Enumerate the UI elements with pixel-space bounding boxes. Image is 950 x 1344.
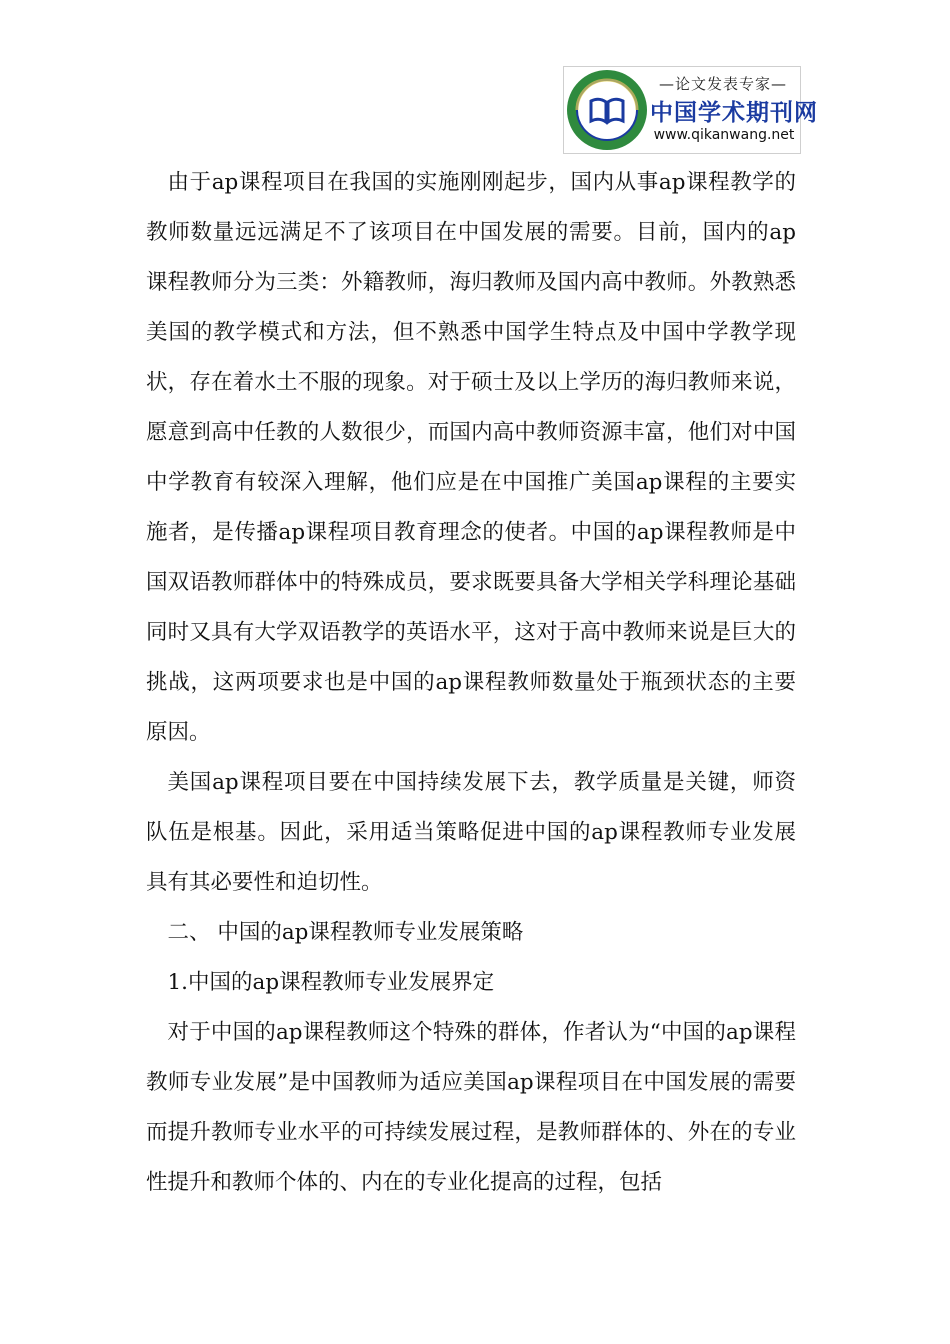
document-body <box>146 158 796 1208</box>
paragraph: 对于中国的ap课程教师这个特殊的群体，作者认为“中国的ap课程教师专业发展”是中国教师为适应美国ap课程项目在中国发展的需要而提升教师专业水平的可持续发展过程，是教师群体的、外在的专业性提升和教师个体的、内在的专业化提高的过程，包括 <box>146 1020 796 1195</box>
logo-site-name: 中国学术期刊网 <box>650 100 818 126</box>
logo-tagline: —论文发表专家— <box>658 75 787 93</box>
open-book-icon <box>591 99 623 123</box>
logo-emblem <box>564 67 650 153</box>
paragraph: 美国ap课程项目要在中国持续发展下去，教学质量是关键，师资队伍是根基。因此，采用适当策略促进中国的ap课程教师专业发展具有其必要性和迫切性。 <box>146 770 796 895</box>
paragraph: 由于ap课程项目在我国的实施刚刚起步，国内从事ap课程教学的教师数量远远满足不了该项目在中国发展的需要。目前，国内的ap课程教师分为三类：外籍教师，海归教师及国内高中教师。外教熟悉美国的教学模式和方法，但不熟悉中国学生特点及中国中学教学现状，存在着水土不服的现象。对于硕士及以上学历的海归教师来说，愿意到高中任教的人数很少，而国内高中教师资源丰富，他们对中国中学教育有较深入理解，他们应是在中国推广美国ap课程的主要实施者，是传播ap课程项目教育理念的使者。中国的ap课程教师是中国双语教师群体中的特殊成员，要求既要具备大学相关学科理论基础同时又具有大学双语教学的英语水平，这对于高中教师来说是巨大的挑战，这两项要求也是中国的ap课程教师数量处于瓶颈状态的主要原因。 <box>146 170 796 745</box>
section-heading: 二、 中国的ap课程教师专业发展策略 <box>167 920 524 945</box>
logo-banner <box>563 66 818 154</box>
logo-url: www.qikanwang.net <box>653 127 795 143</box>
subsection-heading: 1.中国的ap课程教师专业发展界定 <box>167 970 495 995</box>
